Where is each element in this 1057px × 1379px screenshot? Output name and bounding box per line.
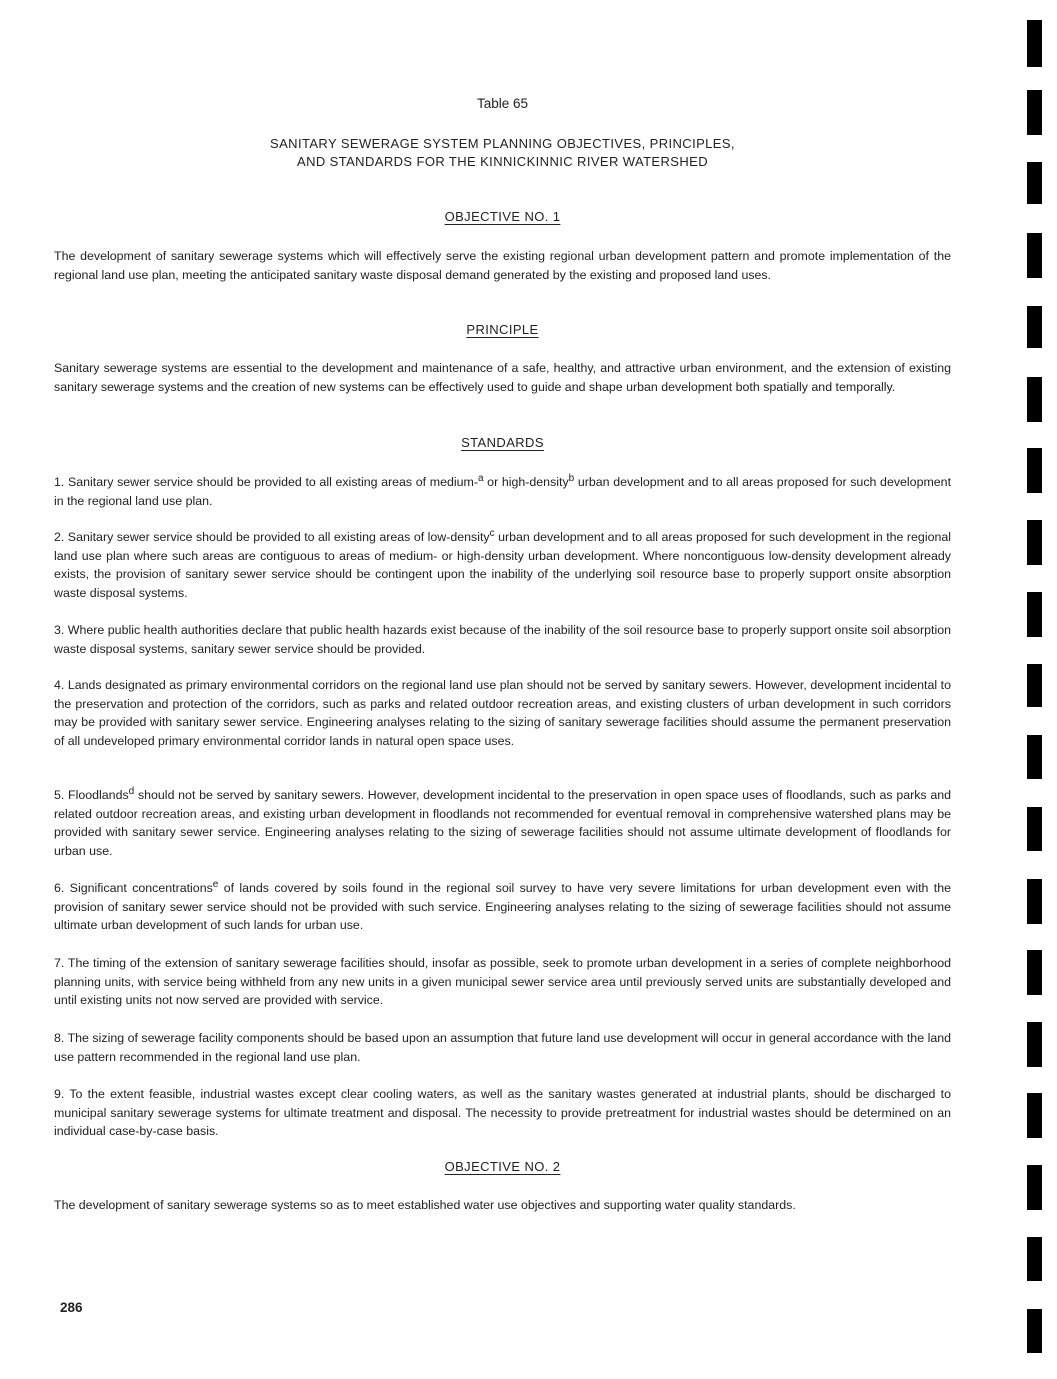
edge-mark [1027,377,1042,422]
standard-4: 4. Lands designated as primary environmental corridors on the regional land use plan should not be served by sanitary sewers. However, development incidental to the preservation and protection of the corridors, such as parks and related outdoor recreation areas, and existing clusters of urban development in such corridors may be provided with sanitary sewer service. Engineering analyses relating to the sizing of sanitary sewerage facilities should assume the permanent preservation of all undeveloped primary environmental corridor lands in natural open space uses. [54,678,951,748]
standard-7: 7. The timing of the extension of sanitary sewerage facilities should, insofar as possible, seek to promote urban development in a series of complete neighborhood planning units, with service being withheld from any new units in a given municipal sewer service area until previously served units are substantially developed and until existing units not now served are provided with service. [54,956,951,1007]
standard-6: 6. Significant concentrations$^e$ of lands covered by soils found in the regional soil survey to have very severe limitations for urban development even with the provision of sanitary sewer service should not be provided with such service. Engineering analyses relating to the sizing of sewerage facilities should not assume ultimate urban development of such lands for urban use. [54,878,951,932]
table-title [0,135,1005,171]
edge-mark [1027,735,1042,779]
edge-mark [1027,233,1042,278]
standard-1: 1. Sanitary sewer service should be provided to all existing areas of medium-$^a$ or high-density$^b$ urban development and to all areas proposed for such development in the regional land use plan. [54,472,952,508]
edge-mark [1027,162,1042,204]
title-line-2: AND STANDARDS FOR THE KINNICKINNIC RIVER WATERSHED [297,154,708,169]
edge-mark [1027,20,1042,67]
objective-1-text: The development of sanitary sewerage systems which will effectively serve the existing regional urban development pattern and promote implementation of the regional land use plan, meeting the anticipated sanitary waste disposal demand generated by the existing and proposed land uses. [54,249,951,282]
table-label: Table 65 [476,96,529,111]
edge-mark [1027,592,1042,637]
edge-mark [1027,520,1042,565]
edge-mark [1027,306,1042,348]
standard-8: 8. The sizing of sewerage facility components should be based upon an assumption that future land use development will occur in general accordance with the land use pattern recommended in the regional land use plan. [54,1031,951,1064]
edge-mark [1027,448,1042,493]
objective-2-heading: OBJECTIVE NO. 2 [444,1159,561,1174]
standard-5: 5. Floodlands$^d$ should not be served by sanitary sewers. However, development incidental to the preservation in open space uses of floodlands, such as parks and related outdoor recreation areas, and existing urban development in floodlands not recommended for eventual removal in comprehensive watershed plans may be provided with sanitary sewer service. Engineering analyses relating to the sizing of sewerage facilities should not assume ultimate development of floodlands for urban use. [54,785,951,858]
edge-mark [1027,90,1042,135]
standard-3: 3. Where public health authorities declare that public health hazards exist because of the inability of the soil resource base to properly support onsite soil absorption waste disposal systems, sanitary sewer service should be provided. [54,623,951,656]
edge-mark [1027,1022,1042,1067]
objective-1-heading: OBJECTIVE NO. 1 [444,209,561,224]
edge-mark [1027,950,1042,995]
standards-heading: STANDARDS [461,435,544,450]
edge-mark [1027,1309,1042,1353]
objective-2-text: The development of sanitary sewerage systems so as to meet established water use objectives and supporting water quality standards. [54,1198,796,1212]
standard-9: 9. To the extent feasible, industrial wastes except clear cooling waters, as well as the sanitary wastes generated at industrial plants, should be discharged to municipal sanitary sewerage systems for ultimate treatment and disposal. The necessity to provide pretreatment for industrial wastes should be determined on an individual case-by-case basis. [54,1087,951,1138]
title-line-1: SANITARY SEWERAGE SYSTEM PLANNING OBJECTIVES, PRINCIPLES, [270,136,735,151]
edge-mark [1027,1165,1042,1210]
edge-mark [1027,1237,1042,1281]
edge-mark [1027,807,1042,851]
principle-text: Sanitary sewerage systems are essential to the development and maintenance of a safe, healthy, and attractive urban environment, and the extension of existing sanitary sewerage systems and the creation of new systems can be effectively used to guide and shape urban development both spatially and temporally. [54,361,951,394]
edge-mark [1027,1093,1042,1138]
standard-2: 2. Sanitary sewer service should be provided to all existing areas of low-density$^c$ urban development and to all areas proposed for such development in the regional land use plan where such areas are contiguous to areas of medium- or high-density urban development. Where noncontiguous low-density development already exists, the provision of sanitary sewer service should be contingent upon the inability of the underlying soil resource base to properly support onsite absorption waste disposal systems. [54,527,951,600]
edge-mark [1027,879,1042,924]
edge-mark [1027,664,1042,707]
principle-heading: PRINCIPLE [466,322,539,337]
page-number: 286 [60,1300,83,1315]
